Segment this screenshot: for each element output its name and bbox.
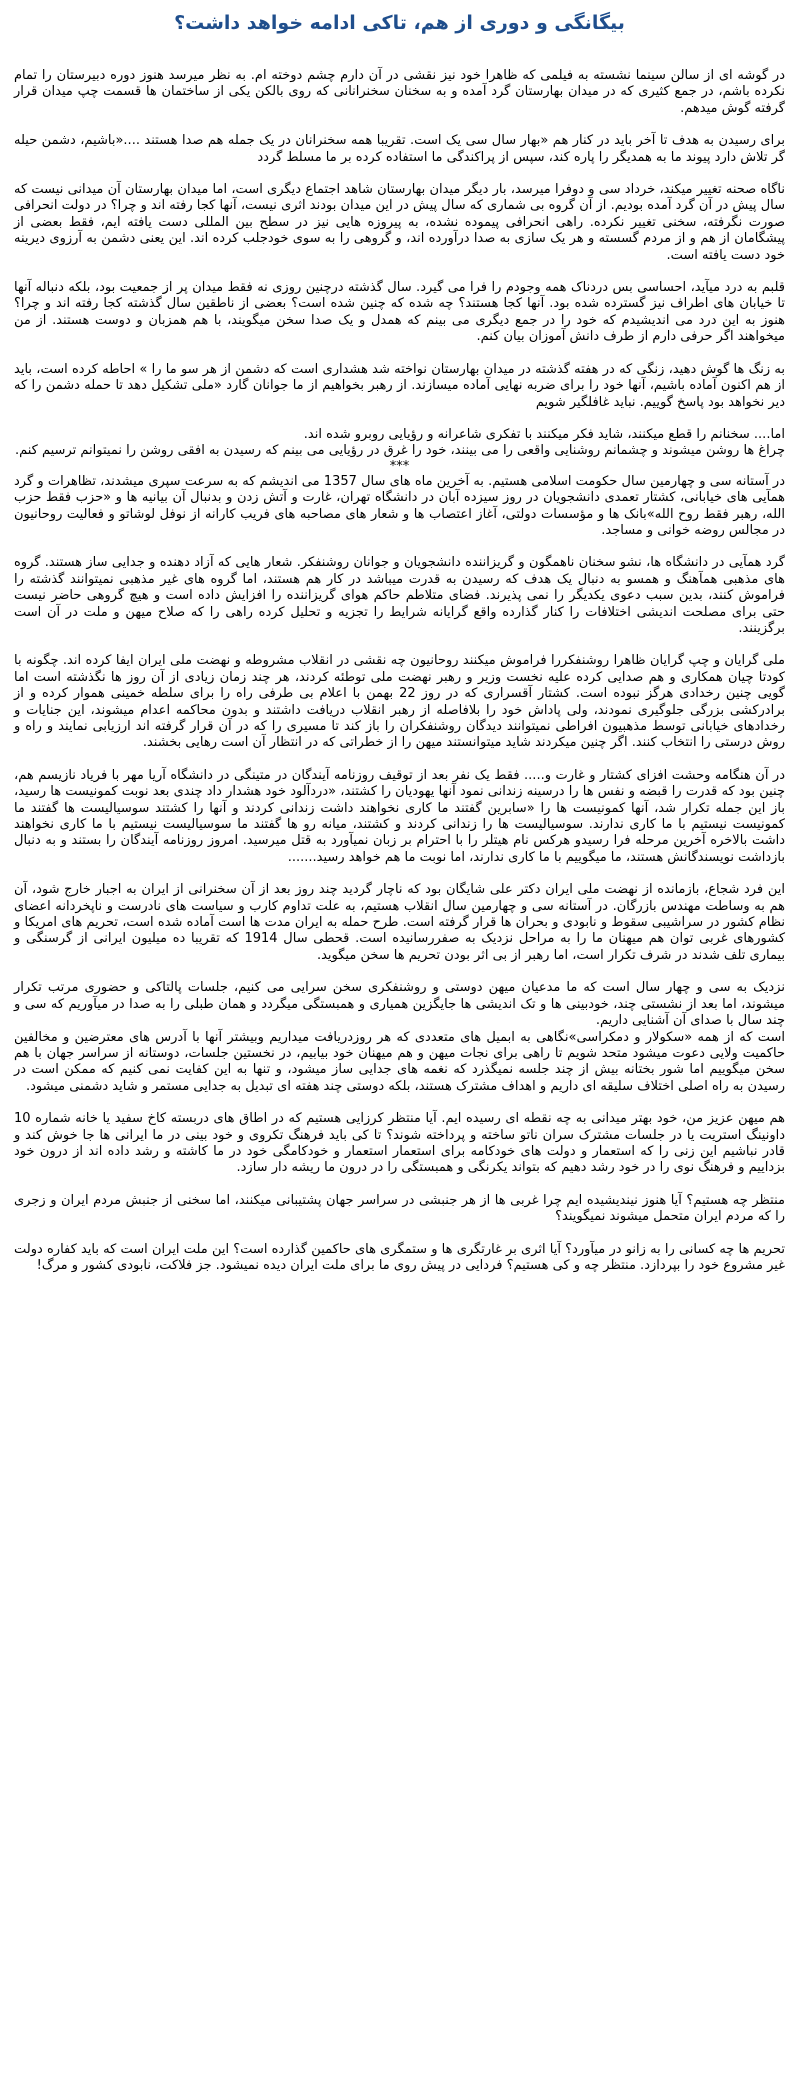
paragraph: قلبم به درد میآید، احساسی بس دردناک همه وجودم را فرا می گیرد. سال گذشته درچنین روزی نه فقط میدان پر از جمعیت بود، بلکه دنباله آنها تا خیابان های اطراف نیز گسترده شده بود. آنها کجا هستند؟ چه شده که چنین شده است؟ بعضی از ناطقین سال گذشته کجا رفته اند و چرا؟ هنوز به این درد می اندیشیدم که خود را در جمع دیگری می بینم که همدل و یک صدا سخن میگویند، با هم همزبان و دوست هستند. از من میخواهند اگر حرفی دارم از طرف دانش آموزان بیان کنم. [14,280,785,345]
paragraph: است که از همه «سکولار و دمکراسی»نگاهی به ابمیل های متعددی که هر روزدریافت میداریم وبیشتر آنها با آدرس های معترضین و مخالفین حاکمیت ولایی دعوت میشود متحد شویم تا راهی برای نجات میهن و هم میهنان خود بیابیم، در نخستین جلسات، دوستانه از سراسر جهان با هم سخن میگوییم اما شور بختانه بیش از چند جلسه نمیگذرد که نغمه های جدایی ساز میشود، و تنها به این کفایت نمی کنیم که ممکن است در رسیدن به راه اصلی اختلاف سلیقه ای داریم و اهداف مشترک هستند، بلکه دوستی چند هفته ای تبدیل به جدایی مستمر و شاید دشمنی میشود. [14,1029,785,1094]
paragraph: برای رسیدن به هدف تا آخر باید در کنار هم «بهار سال سی یک است. تقریبا همه سخنرانان در یک جمله هم صدا هستند ....«باشیم، دشمن حیله گر تلاش دارد پیوند ما به همدیگر را پاره کند، سپس از پراکندگی ما استفاده کرده بر ما مسلط گردد [14,133,785,165]
paragraph: گرد همآیی در دانشگاه ها، نشو سخنان ناهمگون و گریزاننده دانشجویان و جوانان روشنفکر. شعار هایی که آزاد دهنده و جدایی ساز هستند. گروه های مذهبی همآهنگ و همسو به دنبال یک هدف که رسیدن به قدرت میباشد در کار هم هستند، اما گروه های غیر مذهبی نمیتوانند گذشته را فراموش کنند، بدین سبب دعوی یکدیگر را نمی پذیرند. فضای متلاطم حاکم هوای گریزاننده را افزایش داده است و هیچ گروهی حاضر نیست حتی برای مصلحت اندیشی اختلافات را کنار گذارده واقع گرایانه شرایط را تجزیه و تحلیل کرده راهی را که صلاح میهن و ملت در آن است برگزینند. [14,555,785,636]
paragraph: ناگاه صحنه تغییر میکند، خرداد سی و دوفرا میرسد، بار دیگر میدان بهارستان شاهد اجتماع دیگری است، اما میدان بهارستان آن میدانی نیست که سال پیش در آن گرد آمده بودیم. از آن گروه بی شماری که سال پیش در این میدان بودند اثری نیست، آنها کجا رفته اند و چرا؟ در دولت انحرافی صورت نگرفته، سخنی تغییر نکرده. راهی انحرافی پیموده نشده، به پیروزه هایی نیز در سطح بین المللی دست یافته ایم، فقط بعضی از پیشگامان از هم و از مردم گسسته و هر یک سازی به صدا درآورده اند، و گروهی را به سوی خودجلب کرده اند. این یعنی دشمن به آرزوی دیرینه خود دست یافته است. [14,182,785,263]
paragraph: تحریم ها چه کسانی را به زانو در میآورد؟ آیا اثری بر غارتگری ها و ستمگری های حاکمین گذارده است؟ این ملت ایران است که باید کفاره دولت غیر مشروع خود را بپردازد. منتظر چه و کی هستیم؟ فردایی در پیش روی ما برای ملت ایران دیده نمیشود. جز فلاکت، نابودی کشور و مرگ! [14,1241,785,1273]
paragraph: این فرد شجاع، بازمانده از نهضت ملی ایران دکتر علی شایگان بود که ناچار گردید چند روز بعد از آن سخنرانی از ایران به اجبار خارج شود، آن هم به وساطت مهندس بازرگان. در آستانه سی و چهارمین سال انقلاب هستیم، به علت تداوم کارب و سیاست های نادرست و ناپخردانه اعضای نظام کشور در سراشیبی سقوط و نابودی و بحران ها قرار گرفته است. طرح حمله به ایران مدت ها است آماده شده است، تحریم های امریکا و کشورهای غربی توان هم میهنان ما را به مراحل نزدیک به صفررسانیده است. قحطی سال 1914 که تقریبا ده میلیون ایرانی از گرسنگی و بیماری تلف شدند در شرف تکرار است، اما رهبر از بی اثر بودن تحریم ها سخن میگوید. [14,882,786,963]
paragraph: چراغ ها روشن میشوند و چشمانم روشنایی واقعی را می بینند، خود را غرق در رؤیایی می بینم که رسیدن به افقی روشن را نمیتوانم ترسیم کنم. [14,443,785,459]
paragraph: هم میهن عزیز من، خود بهتر میدانی به چه نقطه ای رسیده ایم. آیا منتظر کرزایی هستیم که در اطاق های دربسته کاخ سفید یا خانه شماره 10 داونینگ استریت یا در جلسات مشترک سران ناتو ساخته و پرداخته شوند؟ تا کی باید فرهنگ تکروی و خود بینی در ما ایرانی ها جا خوش کند و قادر نباشیم این زنی را که استعمار و دولت های خودکامه برای استعمار استعمار و خودکامگی خود در ما کاشته و رشد داده اند از درون خود بزداییم و فرهنگ نوی را در خود رشد دهیم که بتواند یکرنگی و همبستگی را در درون ما ریشه دار سازد. [14,1111,785,1176]
paragraph: اما.... سخنانم را قطع میکنند، شاید فکر میکنند با تفکری شاعرانه و رؤیایی روبرو شده اند. [303,426,785,442]
paragraph: در آن هنگامه وحشت افزای کشتار و غارت و..... فقط یک نفر بعد از توقیف روزنامه آیندگان در متینگی در دانشگاه آریا مهر با فریاد نازیسم هم، چنین بود که قدرت را قبضه و نفس ها را درسینه زندانی نمود آنها یهودیان را کشتند، «دردآلود خود هشدار داد چندی بعد نوبت کمونیست ها رسید، باز این جمله تکرار شد، آنها کمونیست ها را «سابرین گفتند ما کاری نخواهند داشت زندانی کردند و آنها را کشتند سوسیالیست ها گفتند ما کمونیست نیستیم با ما کاری ندارند. سوسیالیست ها را زندانی کردند و کشتند، میانه رو ها گفتند ما سوسیالیست نیستیم با ما کاری نخواهند داشت بالاخره آخرین مرحله فرا رسیدو هرکس نام هیتلر را با احترام بر زبان نمیآورد به قتل میرسید. امروز روزنامه آیندگان را بستند و به دنبال بازداشت نویسندگانش هستند، ما میگوییم با ما کاری ندارند، اما نوبت ما هم خواهد رسید....... [14,767,785,865]
paragraph: به زنگ ها گوش دهید، زنگی که در هفته گذشته در میدان بهارستان نواخته شد هشداری است که دشمن از هر سو ما را » احاطه کرده است، باید از هم اکنون آماده باشیم، آنها خود را برای ضربه نهایی آماده میسازند. از رهبر بخواهیم از ما جوانان گارد «ملی تشکیل دهد تا حمله دشمن را که دیر نخواهد بود پاسخ گوییم. نباید غافلگیر شویم [14,361,785,410]
paragraph: در آستانه سی و چهارمین سال حکومت اسلامی هستیم. به آخرین ماه های سال 1357 می اندیشم که به سرعت سپری میشدند، تظاهرات و گرد همآیی های خیابانی، کشتار تعمدی دانشجویان در روز سیزده آبان در دانشگاه تهران، غارت و آتش زدن و بدنبال آن بیانیه ها و «حزب فقط حزب الله، رهبر فقط روح الله»بانک ها و مؤسسات دولتی، آغاز اعتصاب ها و شعار های مصاحبه های فریب کارانه از نوفل لوشاتو و فعالیت روحانیون در مجالس روضه خوانی و مساجد. [14,473,785,538]
paragraph: ملی گرایان و چپ گرایان ظاهرا روشنفکررا فراموش میکنند روحانیون چه نقشی در انقلاب مشروطه و نهضت ملی ایران ایفا کرده اند. چگونه با کودتا چیان همکاری و هم صدایی کرده علیه نخست وزیر و رهبر نهضت ملی توطئه کردند، هر چند زمان زیادی از آن روز ها نگذشته است اما گویی چنین رخدادی هرگز نبوده است. کشتار آقسراری که در روز 22 بهمن با اعلام بی طرفی راه را برای سلطه خمینی هموار کرده و از برادرکشی بزرگی جلوگیری نمودند، ولی پاداش خود را بلافاصله از رهبر انقلاب دریافت داشتند و بدون محاکمه اعدام میشوند، این جنایات و رخدادهای خیابانی توسط مذهبیون افراطی نمیتوانند دیدگان روشنفکران را باز کند تا مسیری را که در آن قرار گرفته اند ارزیابی نمایند و راه و روش درستی را انتخاب کنند. اگر چنین میکردند شاید میتوانستند میهن را از خطراتی که در انتظار آن است رهایی بخشند. [14,653,785,751]
section-separator: *** [389,458,410,474]
paragraph: منتظر چه هستیم؟ آیا هنوز نیندیشیده ایم چرا غربی ها از هر جنبشی در سراسر جهان پشتیبانی میکنند، اما سخنی از جنبش مردم ایران و زجری را که مردم ایران متحمل میشوند نمیگویند؟ [14,1192,785,1225]
paragraph: در گوشه ای از سالن سینما نشسته به فیلمی که ظاهرا خود نیز نقشی در آن دارم چشم دوخته ام. به نظر میرسد هنوز دوره دبیرستان را تمام نکرده باشم، در جمع کثیری که در میدان بهارستان گرد آمده و به سخنان سخنرانانی که روی بالکن یکی از ساختمان ها قسمت چپ میدان قرار گرفته گوش میدهم. [14,68,785,116]
paragraph: نزدیک به سی و چهار سال است که ما مدعیان میهن دوستی و روشنفکری سخن سرایی می کنیم، جلسات پالتاکی و حضوری مرتب تکرار میشوند، اما بعد از نشستی چند، خودبینی ها و تک اندیشی ها جایگزین همیاری و همبستگی میگردد و همان طبلی را به صدا در میآوریم که سی و چند سال با صدای آن آشنایی داریم. [14,980,785,1029]
page-title: بیگانگی و دوری از هم، تاکی ادامه خواهد داشت؟ [174,12,625,34]
